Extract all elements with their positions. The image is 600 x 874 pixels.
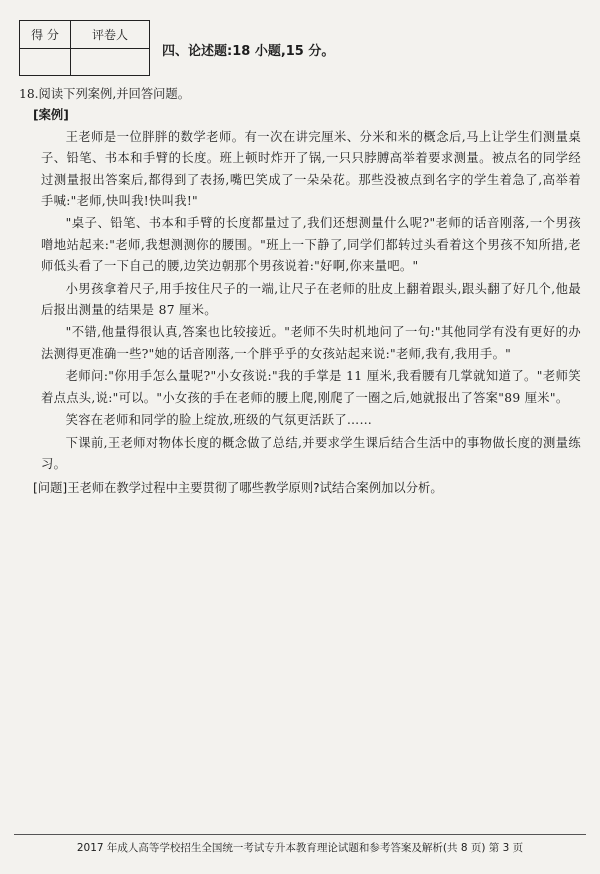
case-paragraph: 小男孩拿着尺子,用手按住尺子的一端,让尺子在老师的肚皮上翻着跟头,跟头翻了好几个,他最后报出测量的结果是 87 厘米。 xyxy=(41,281,581,318)
score-table-blank-row xyxy=(20,48,149,76)
question-ask: [问题]王老师在教学过程中主要贯彻了哪些教学原则?试结合案例加以分析。 xyxy=(33,481,443,496)
case-paragraph: 老师问:"你用手怎么量呢?"小女孩说:"我的手掌是 11 厘米,我看腰有几掌就知道了。"老师笑着点点头,说:"可以。"小女孩的手在老师的腰上爬,刚爬了一圈之后,她就报出了答案"89 厘米"。 xyxy=(41,369,581,405)
grader-blank-cell xyxy=(70,49,149,76)
footer-divider xyxy=(14,834,586,835)
case-paragraph: "不错,他量得很认真,答案也比较接近。"老师不失时机地问了一句:"其他同学有没有更好的办法测得更准确一些?"她的话音刚落,一个胖乎乎的女孩站起来说:"老师,我有,我用手。" xyxy=(41,325,581,361)
case-paragraph: 王老师是一位胖胖的数学老师。有一次在讲完厘米、分米和米的概念后,马上让学生们测量桌子、铅笔、书本和手臂的长度。班上顿时炸开了锅,一只只脖膊高举着要求测量。被点名的同学经过测量报出答案后,都得到了表扬,嘴巴笑成了一朵朵花。那些没被点到名字的学生着急了,高举着手喊:"老师,快叫我!快叫我!" xyxy=(41,129,581,209)
case-paragraph: 笑容在老师和同学的脸上绽放,班级的气氛更活跃了…… xyxy=(65,413,373,428)
score-blank-cell xyxy=(20,49,70,76)
question-prompt: 18.阅读下列案例,并回答问题。 xyxy=(19,87,191,101)
score-table-header-row xyxy=(20,21,149,48)
question-body xyxy=(19,84,581,500)
case-tag: [案例] xyxy=(33,108,69,123)
score-table xyxy=(19,20,150,76)
score-label: 得 分 xyxy=(31,28,59,42)
page-footer: 2017 年成人高等学校招生全国统一考试专升本教育理论试题和参考答案及解析(共 8 页) 第 3 页 xyxy=(76,842,524,854)
case-paragraph: "桌子、铅笔、书本和手臂的长度都量过了,我们还想测量什么呢?"老师的话音刚落,一个男孩噌地站起来:"老师,我想测测你的腰围。"班上一下静了,同学们都转过头看着这个男孩不知所措,老师低头看了一下自己的腰,边笑边朝那个男孩说着:"好啊,你来量吧。" xyxy=(41,216,581,274)
section-title: 四、论述题:18 小题,15 分。 xyxy=(162,44,335,59)
case-paragraph: 下课前,王老师对物体长度的概念做了总结,并要求学生课后结合生活中的事物做长度的测量练习。 xyxy=(41,435,581,471)
grader-label: 评卷人 xyxy=(70,21,149,48)
